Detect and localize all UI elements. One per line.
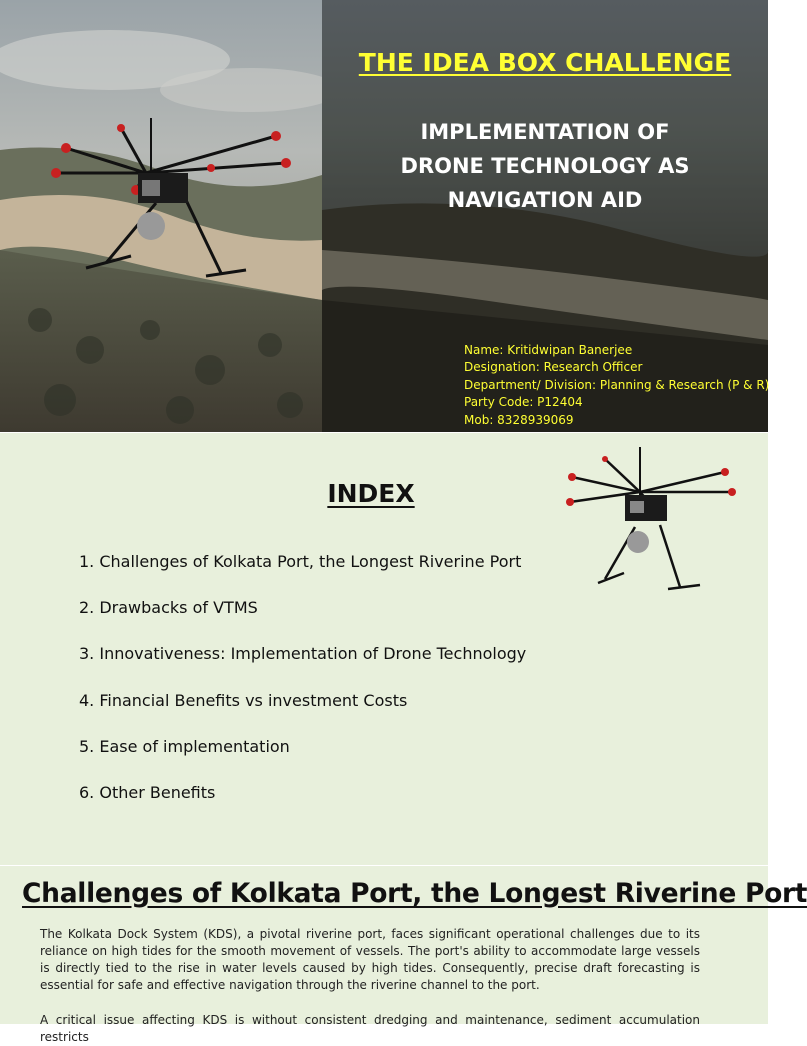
index-item: 3. Innovativeness: Implementation of Drone Technology [79,644,527,664]
content-slide [0,866,807,1044]
index-item: 5. Ease of implementation [79,736,290,756]
index-item: 1. Challenges of Kolkata Port, the Longest Riverine Port [79,552,522,571]
content-paragraph: The Kolkata Dock System (KDS), a pivotal riverine port, faces significant operational challenges due to its reliance on high tides for the smooth movement of vessels. The port's ability to accommodate large vessels is directly tied to the rise in water levels caused by high tides. Consequently, precise draft forecasting is essential for safe and effective navigation through the riverine channel to the port. [40,927,700,992]
subtitle-line: NAVIGATION AID [447,188,643,212]
index-item: 6. Other Benefits [79,782,216,802]
subtitle-line: IMPLEMENTATION OF [420,120,670,144]
presenter-mobile: Mob: 8328939069 [464,412,574,427]
content-heading: Challenges of Kolkata Port, the Longest Riverine Port [22,878,807,909]
presenter-party-code: Party Code: P12404 [464,395,583,410]
title-slide [0,0,768,432]
index-heading: INDEX [327,479,415,508]
subtitle-line: DRONE TECHNOLOGY AS [400,154,690,178]
presenter-designation: Designation: Research Officer [464,360,643,375]
presenter-details [464,342,770,429]
drone-photo [46,118,296,283]
index-list [79,550,526,827]
index-slide [0,433,768,865]
index-item: 4. Financial Benefits vs investment Costs [79,690,408,710]
content-paragraph: A critical issue affecting KDS is without consistent dredging and maintenance, sediment accumulation restricts [40,1013,700,1044]
presentation-subtitle [352,115,738,217]
drone-image [560,447,740,587]
presenter-department: Department/ Division: Planning & Research (P & R) [464,377,770,392]
index-item: 2. Drawbacks of VTMS [79,598,258,618]
presenter-name: Name: Kritidwipan Banerjee [464,343,633,357]
challenge-title: THE IDEA BOX CHALLENGE [358,48,732,77]
